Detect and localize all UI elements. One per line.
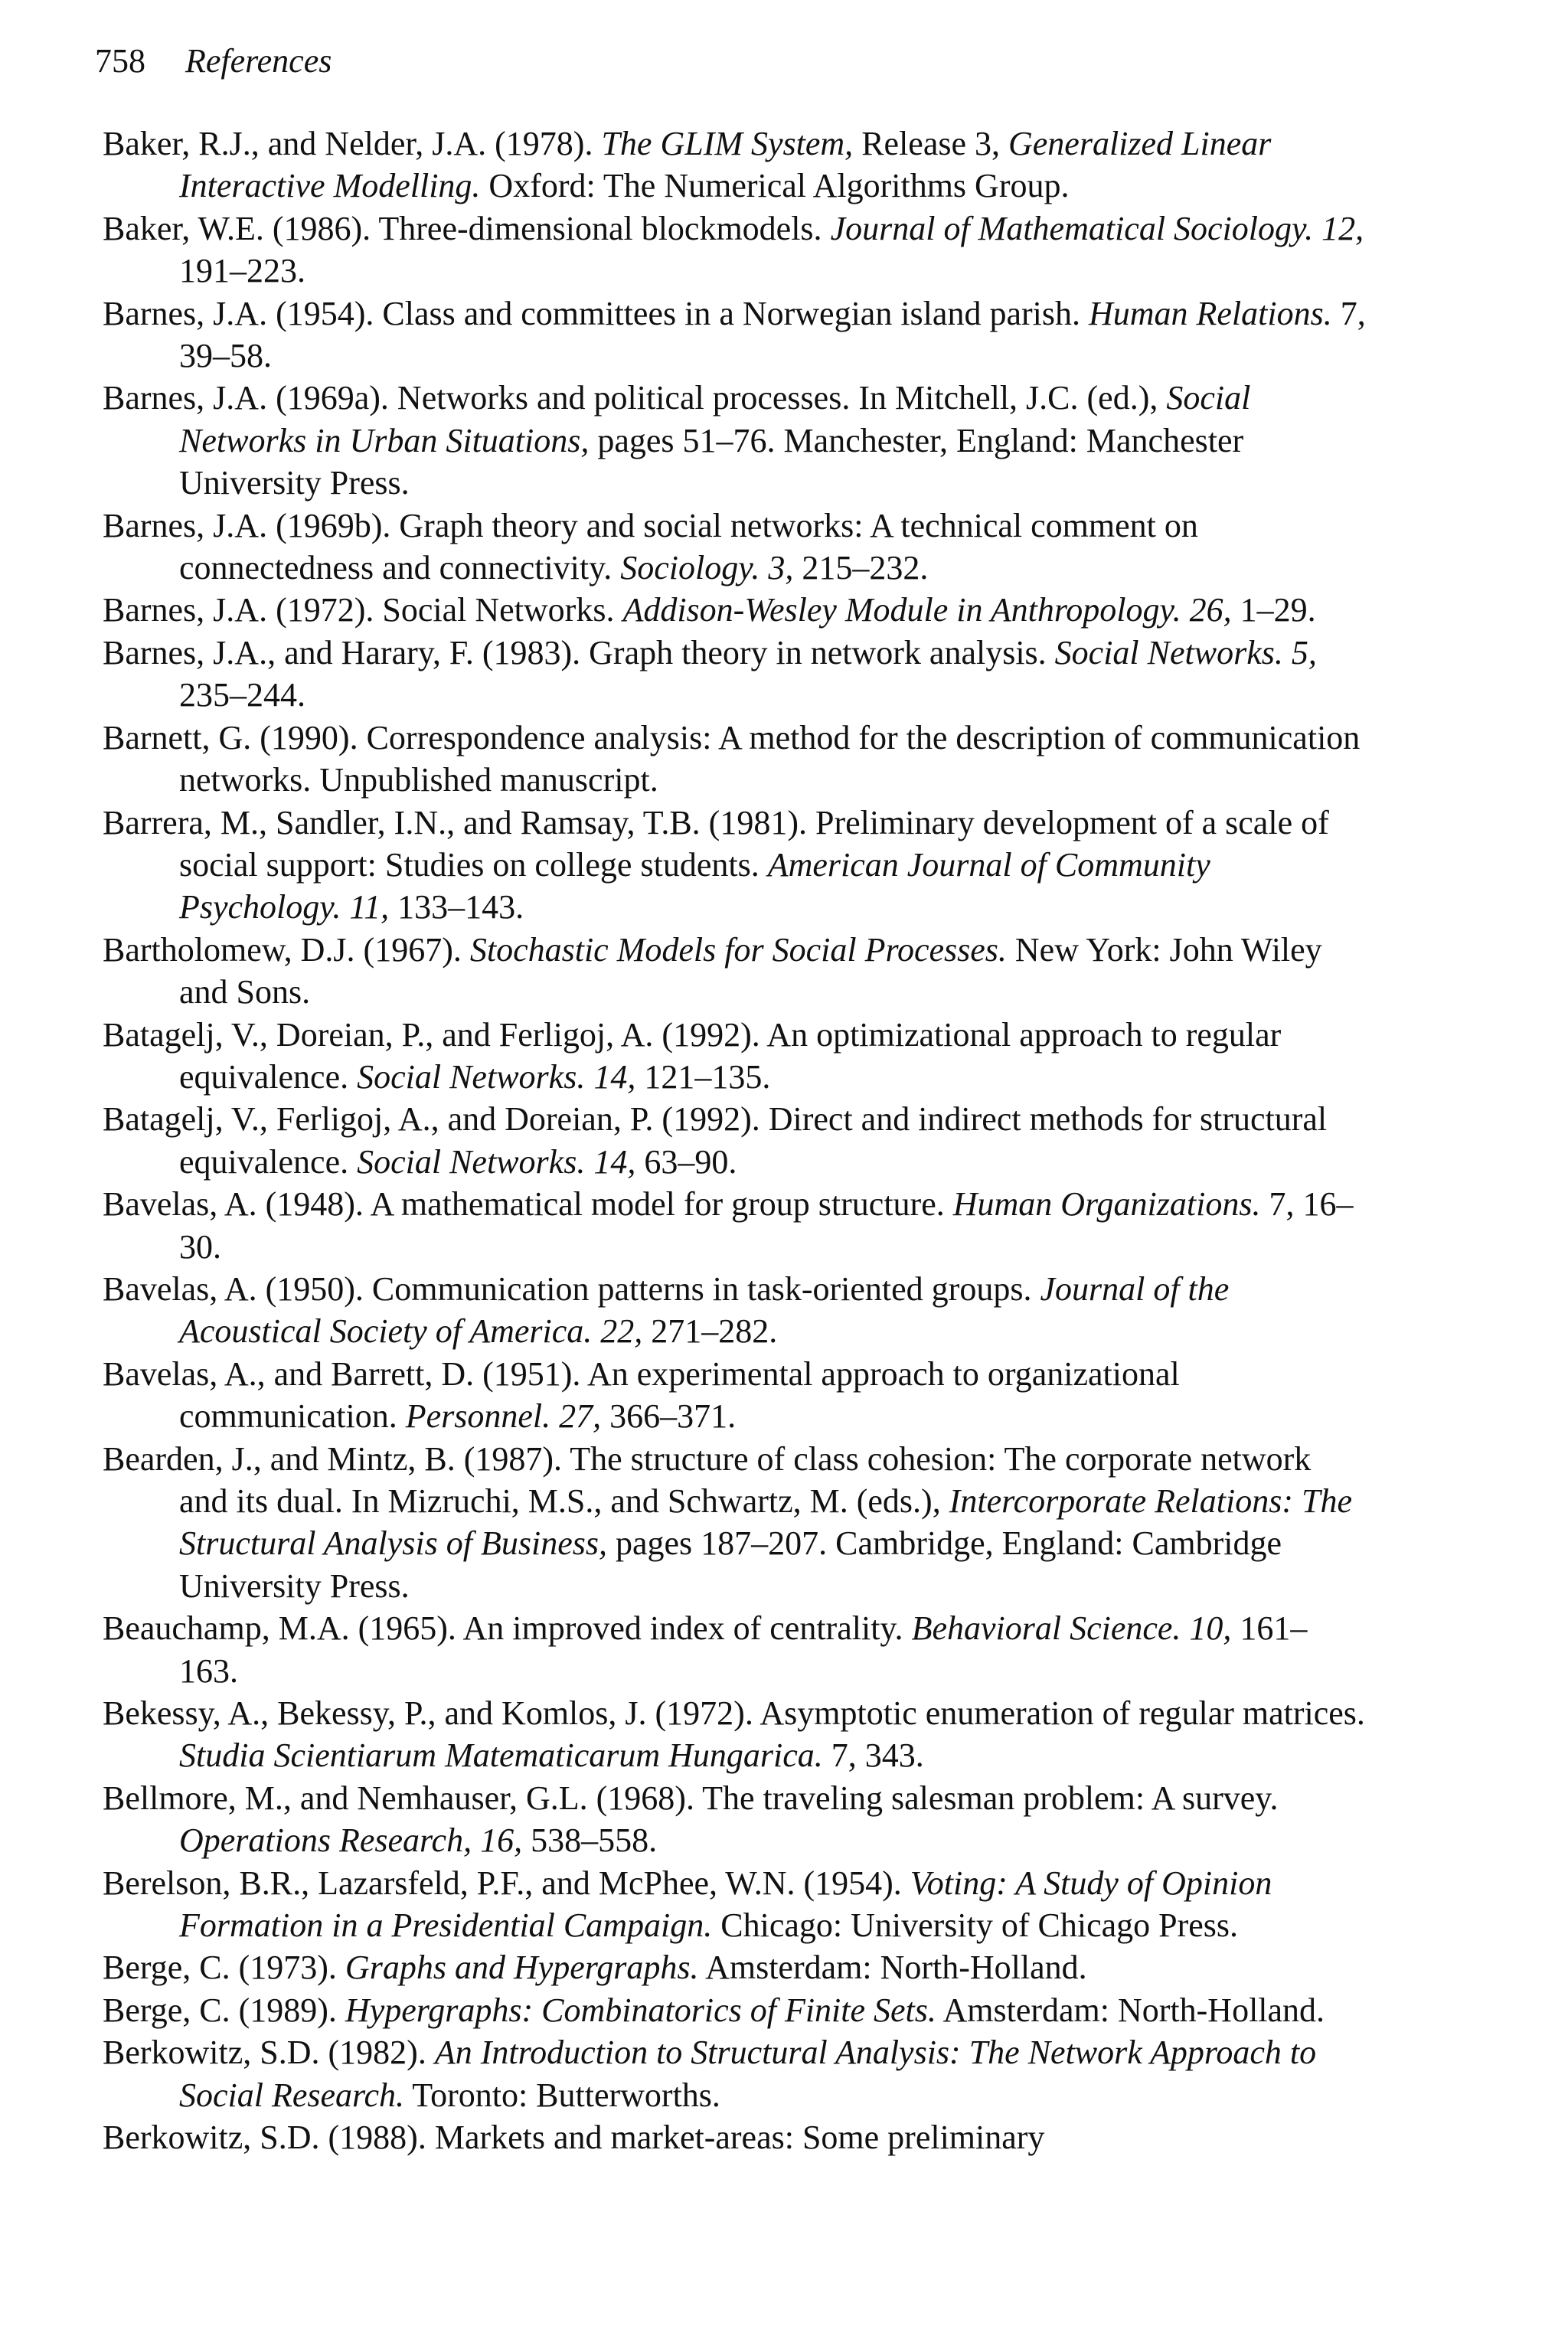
reference-text: Bavelas, A., and Barrett, D. (1951). An experimental approach to organizational communication. [103,1354,1180,1436]
reference-text: New York: John Wiley and Sons. [179,930,1322,1011]
reference-text: 215–232. [793,549,929,587]
page-number: 758 [95,42,145,80]
reference-italic-text: Personnel. [405,1397,551,1436]
reference-text [1181,1609,1189,1647]
reference-italic-text: Journal of the Acoustical Society of America. [179,1269,1230,1351]
reference-italic-text: Human Relations. [1088,294,1332,332]
reference-text [550,1397,559,1435]
reference-text: Chicago: University of Chicago Press. [712,1906,1239,1945]
reference-entry [103,1183,1366,1268]
reference-italic-text: Social Networks. [357,1057,586,1096]
reference-entry [103,2031,1366,2116]
reference-text [585,1143,593,1181]
reference-text: Baker, R.J., and Nelder, J.A. (1978). [103,125,602,162]
reference-text: Bartholomew, D.J. (1967). [103,930,470,969]
reference-text: Amsterdam: North-Holland. [698,1949,1087,1987]
reference-entry [103,1692,1366,1777]
reference-italic-text: 11, [349,888,390,926]
reference-text: 133–143. [389,888,524,926]
reference-entry [103,1777,1366,1862]
reference-entry [103,207,1366,292]
reference-entry [103,505,1366,590]
reference-entry [103,1353,1366,1438]
reference-text: Berge, C. (1973). [103,1949,345,1987]
reference-italic-text: American Journal of Community Psychology. [179,845,1210,926]
reference-text [592,1312,600,1350]
reference-text: Berkowitz, S.D. (1982). [103,2034,435,2072]
reference-text: Bavelas, A. (1948). A mathematical model for group structure. [103,1185,953,1224]
reference-text: Barrera, M., Sandler, I.N., and Ramsay, T.B. (1981). Preliminary development of a scale of social support: Studies on college students. [103,803,1329,884]
reference-text: Beauchamp, M.A. (1965). An improved index of centrality. [103,1609,912,1648]
reference-italic-text: Journal of Mathematical Sociology. [830,209,1314,247]
reference-italic-text: Social Networks in Urban Situations, [179,379,1251,459]
reference-italic-text: 5, [1291,633,1317,671]
reference-text: 271–282. [642,1312,778,1351]
reference-text: 7, 39–58. [179,294,1366,375]
reference-text: Berge, C. (1989). [103,1991,345,2029]
reference-entry [103,1607,1366,1692]
reference-list [103,123,1366,2159]
reference-italic-text: 14, [593,1142,636,1181]
reference-entry [103,632,1366,717]
reference-italic-text: Graphs and Hypergraphs. [345,1949,699,1987]
reference-text: Barnes, J.A. (1969a). Networks and political processes. In Mitchell, J.C. (ed.), [103,379,1167,417]
reference-text [760,549,768,586]
reference-text [1181,591,1190,629]
reference-italic-text: 3, [768,549,794,587]
reference-text: Amsterdam: North-Holland. [936,1991,1325,2029]
reference-italic-text: 27, [559,1397,602,1436]
reference-entry [103,292,1366,377]
reference-text: 191–223. [179,252,305,290]
reference-entry [103,1989,1366,2031]
reference-text: pages 187–207. Cambridge, England: Cambridge University Press. [179,1524,1282,1605]
reference-entry [103,802,1366,929]
reference-entry [103,1268,1366,1353]
running-head [95,44,332,78]
reference-entry [103,717,1366,802]
reference-text [1313,210,1321,247]
reference-text: pages 51–76. Manchester, England: Manchester University Press. [179,421,1244,502]
reference-entry [103,1014,1366,1099]
reference-italic-text: Voting: A Study of Opinion Formation in a Presidential Campaign. [179,1864,1272,1945]
reference-text: 1–29. [1231,591,1316,629]
reference-italic-text: Intercorporate Relations: The Structural Analysis of Business, [179,1482,1352,1563]
reference-text: Bekessy, A., Bekessy, P., and Komlos, J. (1972). Asymptotic enumeration of regular matrices. [103,1694,1365,1733]
reference-italic-text: Behavioral Science. [911,1609,1181,1648]
reference-text: Berelson, B.R., Lazarsfeld, P.F., and McPhee, W.N. (1954). [103,1864,910,1902]
reference-entry [103,2116,1366,2158]
reference-entry [103,1862,1366,1947]
reference-text [585,1058,593,1096]
reference-italic-text: Generalized Linear Interactive Modelling. [179,125,1272,205]
reference-text [1283,634,1292,671]
reference-italic-text: 12, [1321,209,1364,247]
reference-entry [103,589,1366,631]
reference-entry [103,1438,1366,1608]
reference-text: Release 3, [853,125,1008,162]
reference-entry [103,929,1366,1014]
reference-text: Baker, W.E. (1986). Three-dimensional blockmodels. [103,209,831,247]
reference-italic-text: 14, [593,1057,636,1096]
reference-text: Barnes, J.A. (1972). Social Networks. [103,591,623,629]
reference-italic-text: Human Organizations. [952,1185,1261,1224]
reference-text: 121–135. [635,1057,771,1096]
reference-text: 7, 343. [822,1736,924,1775]
reference-text: Berkowitz, S.D. (1988). Markets and market-areas: Some preliminary [103,2119,1045,2157]
reference-entry [103,1098,1366,1183]
reference-italic-text: Social Networks. [1054,633,1283,671]
reference-text: Toronto: Butterworths. [404,2076,720,2114]
reference-italic-text: The GLIM System, [601,125,854,162]
reference-italic-text: 26, [1189,591,1232,629]
reference-entry [103,123,1366,207]
reference-italic-text: Studia Scientiarum Matematicarum Hungarica. [179,1736,823,1775]
reference-text: 366–371. [601,1397,737,1436]
reference-italic-text: Addison-Wesley Module in Anthropology. [622,591,1181,629]
reference-text: 63–90. [635,1142,737,1181]
reference-text: Barnes, J.A. (1969b). Graph theory and social networks: A technical comment on connectedness and connectivity. [103,506,1198,587]
reference-text: Bearden, J., and Mintz, B. (1987). The structure of class cohesion: The corporate network and its dual. In Mizruchi, M.S., and Schwartz, M. (eds.), [103,1439,1312,1520]
reference-text: Barnes, J.A. (1954). Class and committees in a Norwegian island parish. [103,294,1089,332]
reference-text: 538–558. [522,1821,658,1860]
reference-italic-text: 22, [600,1312,643,1351]
reference-text: Batagelj, V., Ferligoj, A., and Doreian, P. (1992). Direct and indirect methods for structural equivalence. [103,1100,1328,1181]
reference-text: Oxford: The Numerical Algorithms Group. [480,167,1070,205]
reference-italic-text: Social Networks. [357,1142,586,1181]
reference-entry [103,377,1366,504]
reference-text: Bellmore, M., and Nemhauser, G.L. (1968). The traveling salesman problem: A survey. [103,1779,1279,1817]
reference-italic-text: Hypergraphs: Combinatorics of Finite Sets. [345,1991,936,2029]
reference-italic-text: Sociology. [620,549,760,587]
reference-entry [103,1946,1366,1988]
reference-text: 235–244. [179,676,305,714]
reference-text: Batagelj, V., Doreian, P., and Ferligoj, A. (1992). An optimizational approach to regular equivalence. [103,1015,1282,1096]
reference-text: Bavelas, A. (1950). Communication patterns in task-oriented groups. [103,1269,1040,1308]
section-title: References [185,42,332,80]
reference-text [341,888,349,926]
reference-italic-text: Stochastic Models for Social Processes. [469,930,1007,969]
reference-text: Barnett, G. (1990). Correspondence analysis: A method for the description of communication networks. Unpublished manuscript. [103,718,1361,799]
reference-italic-text: An Introduction to Structural Analysis: The Network Approach to Social Research. [179,2034,1317,2114]
reference-text: 7, 16–30. [179,1185,1354,1266]
reference-italic-text: Operations Research, 16, [179,1821,523,1860]
reference-text: 161–163. [179,1609,1308,1690]
reference-text: Barnes, J.A., and Harary, F. (1983). Graph theory in network analysis. [103,633,1055,671]
reference-italic-text: 10, [1189,1609,1232,1648]
